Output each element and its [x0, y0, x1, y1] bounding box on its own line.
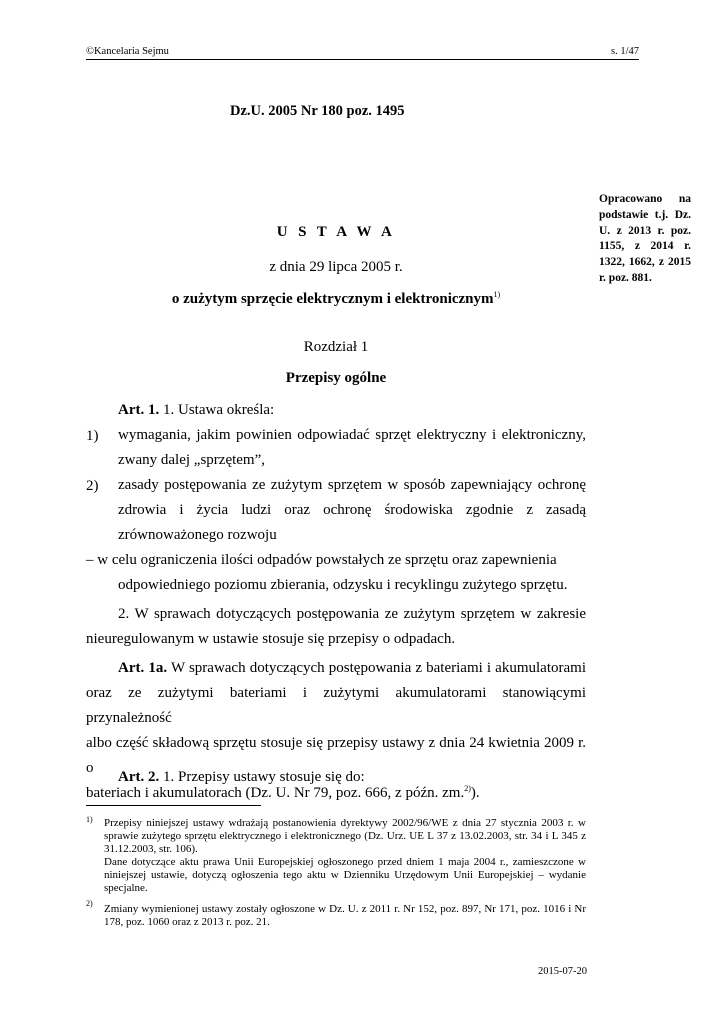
art1-p2-line1: 2. W sprawach dotyczących postępowania ze zużytym sprzętem w zakresie [118, 606, 586, 622]
art1-paragraph2 [86, 602, 586, 652]
footer-date: 2015-07-20 [538, 966, 587, 977]
footnote1 [104, 817, 586, 895]
art1-label: Art. 1. [118, 402, 160, 418]
citation: Dz.U. 2005 Nr 180 poz. 1495 [230, 103, 405, 119]
document-subject [86, 290, 586, 308]
art1a-label: Art. 1a. [118, 660, 168, 676]
art1a-line3: albo część składową sprzętu stosuje się przepisy ustawy z dnia 24 kwietnia 2009 r. o [86, 735, 586, 776]
header-rule [86, 59, 639, 60]
footnote1-mark: 1) [86, 815, 93, 824]
art1a-line1 [86, 656, 586, 681]
art2-label: Art. 2. [118, 769, 160, 785]
art1-item1-line1: wymagania, jakim powinien odpowiadać sprzęt elektryczny i elektroniczny, [118, 427, 586, 443]
art1a-footnote-ref: 2) [464, 784, 471, 793]
footnote1-text2: Dane dotyczące aktu prawa Unii Europejskiej ogłoszonego przed dniem 1 maja 2004 r., zamieszczone w niniejszej ustawie, dotyczą ogłoszenia tego aktu w Dzienniku Urzędowym Unii Europejskiej – wydanie specjalne. [104, 856, 586, 894]
art1-item2-num: 2) [86, 478, 99, 494]
chapter-number: Rozdział 1 [303, 339, 369, 355]
header-page-number: s. 1/47 [610, 46, 639, 57]
document-date: z dnia 29 lipca 2005 r. [269, 259, 403, 275]
footnote2-text: Zmiany wymienionej ustawy zostały ogłoszone w Dz. U. z 2011 r. Nr 152, poz. 897, Nr 171, poz. 1016 i Nr 178, poz. 1060 oraz z 2013 r. poz. 21. [104, 903, 586, 928]
art2-heading [118, 765, 365, 790]
footnote2-mark: 2) [86, 899, 93, 908]
document-title: U S T A W A [276, 224, 396, 240]
subject-text: o zużytym sprzęcie elektrycznym i elektronicznym [171, 291, 494, 307]
header-left: ©Kancelaria Sejmu [86, 46, 169, 57]
art1-dash-line1: – w celu ograniczenia ilości odpadów powstałych ze sprzętu oraz zapewnienia [86, 552, 557, 568]
art1-item2-line2: zdrowia i życia ludzi oraz ochronę środowiska zgodnie z zasadą [118, 502, 586, 518]
art1a-line4-end: ). [470, 785, 480, 801]
art1-item1 [118, 423, 586, 473]
art1-item1-num: 1) [86, 428, 99, 444]
art1-item1-line2: zwany dalej „sprzętem”, [118, 452, 266, 468]
art1-item2 [118, 473, 586, 548]
footnote1-text: Przepisy niniejszej ustawy wdrażają postanowienia dyrektywy 2002/96/WE z dnia 27 stycznia 2003 r. w sprawie zużytego sprzętu elektrycznego i elektronicznego (Dz. Urz. UE L 37 z 13.02.2003, str. 34 i L 345 z 31.12.2003, str. 106). [104, 817, 586, 855]
art1a-line4-text: bateriach i akumulatorach (Dz. U. Nr 79, poz. 666, z późn. zm. [86, 785, 465, 801]
art1-item2-line3: zrównoważonego rozwoju [118, 527, 277, 543]
footnote-rule [86, 805, 261, 806]
art1-p2-line2: nieuregulowanym w ustawie stosuje się przepisy o odpadach. [86, 631, 456, 647]
side-note: Opracowano na podstawie t.j. Dz. U. z 2013 r. poz. 1155, z 2014 r. 1322, 1662, z 2015 r. poz. 881. [599, 193, 691, 284]
chapter-title: Przepisy ogólne [285, 370, 387, 386]
art1-item2-line1: zasady postępowania ze zużytym sprzętem w sposób zapewniający ochronę [118, 477, 586, 493]
art1a-line1-text: W sprawach dotyczących postępowania z bateriami i akumulatorami [170, 660, 586, 676]
art1-heading [118, 398, 274, 423]
art2-lead: 1. Przepisy ustawy stosuje się do: [163, 769, 365, 785]
subject-footnote-ref: 1) [493, 290, 501, 299]
art1-lead: 1. Ustawa określa: [163, 402, 275, 418]
art1a-line2: oraz ze zużytymi bateriami i zużytymi akumulatorami stanowiącymi przynależność [86, 685, 586, 726]
art1-dash-line2: odpowiedniego poziomu zbierania, odzysku i recyklingu zużytego sprzętu. [118, 577, 568, 593]
